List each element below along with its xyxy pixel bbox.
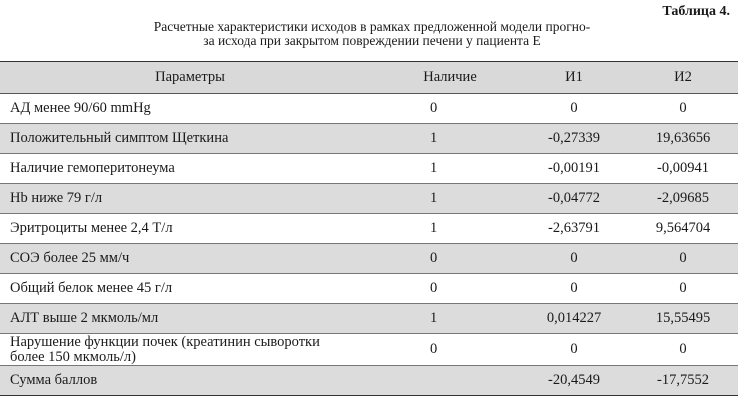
presence-cell: 1 — [380, 154, 520, 184]
i2-cell: 19,63656 — [628, 124, 738, 154]
i1-cell: -0,04772 — [520, 184, 628, 214]
table-row — [0, 154, 738, 184]
param-cell: Сумма баллов — [0, 366, 380, 396]
table-row — [0, 334, 738, 366]
caption-line-1: Расчетные характеристики исходов в рамках предложенной модели прогно- — [153, 19, 591, 34]
header-i1: И1 — [520, 62, 628, 94]
param-cell: Hb ниже 79 г/л — [0, 184, 380, 214]
i2-total-cell: -17,7552 — [628, 366, 738, 396]
header-row — [0, 62, 738, 94]
i1-cell: 0 — [520, 244, 628, 274]
results-table — [0, 61, 738, 396]
i1-cell: 0 — [520, 274, 628, 304]
param-cell: Общий белок менее 45 г/л — [0, 274, 380, 304]
table-row — [0, 304, 738, 334]
i2-cell: 9,564704 — [628, 214, 738, 244]
presence-cell: 1 — [380, 184, 520, 214]
presence-cell: 0 — [380, 244, 520, 274]
presence-cell: 0 — [380, 274, 520, 304]
header-parameters: Параметры — [0, 62, 380, 94]
table-row — [0, 94, 738, 124]
i2-cell: 0 — [628, 94, 738, 124]
i2-cell: 0 — [628, 274, 738, 304]
param-cell: Положительный симптом Щеткина — [0, 124, 380, 154]
param-cell: АЛТ выше 2 мкмоль/мл — [0, 304, 380, 334]
i1-cell: -0,00191 — [520, 154, 628, 184]
table-row — [0, 184, 738, 214]
param-cell: Эритроциты менее 2,4 Т/л — [0, 214, 380, 244]
table-number: Таблица 4. — [662, 4, 730, 19]
presence-cell: 0 — [380, 334, 520, 366]
presence-cell: 1 — [380, 214, 520, 244]
i1-cell: -0,27339 — [520, 124, 628, 154]
i2-cell: 0 — [628, 244, 738, 274]
i1-cell: -2,63791 — [520, 214, 628, 244]
presence-cell: 0 — [380, 94, 520, 124]
table-row — [0, 214, 738, 244]
caption-line-2: за исхода при закрытом повреждении печени у пациента Е — [203, 33, 541, 48]
param-line-1: Нарушение функции почек (креатинин сыворотки — [10, 333, 320, 350]
presence-cell: 1 — [380, 304, 520, 334]
param-cell: СОЭ более 25 мм/ч — [0, 244, 380, 274]
i1-cell: 0,014227 — [520, 304, 628, 334]
presence-cell: 1 — [380, 124, 520, 154]
i2-cell: 0 — [628, 334, 738, 366]
i2-cell: -2,09685 — [628, 184, 738, 214]
i2-cell: -0,00941 — [628, 154, 738, 184]
table-row — [0, 244, 738, 274]
param-cell: АД менее 90/60 mmHg — [0, 94, 380, 124]
param-line-2: более 150 мкмоль/л) — [10, 348, 136, 365]
i1-cell: 0 — [520, 94, 628, 124]
table-row — [0, 274, 738, 304]
param-cell: Наличие гемоперитонеума — [0, 154, 380, 184]
header-presence: Наличие — [380, 62, 520, 94]
table-row — [0, 124, 738, 154]
table-caption — [112, 20, 632, 48]
header-i2: И2 — [628, 62, 738, 94]
i1-cell: 0 — [520, 334, 628, 366]
total-row — [0, 366, 738, 396]
presence-cell — [380, 366, 520, 396]
i2-cell: 15,55495 — [628, 304, 738, 334]
i1-total-cell: -20,4549 — [520, 366, 628, 396]
param-cell — [0, 334, 380, 366]
